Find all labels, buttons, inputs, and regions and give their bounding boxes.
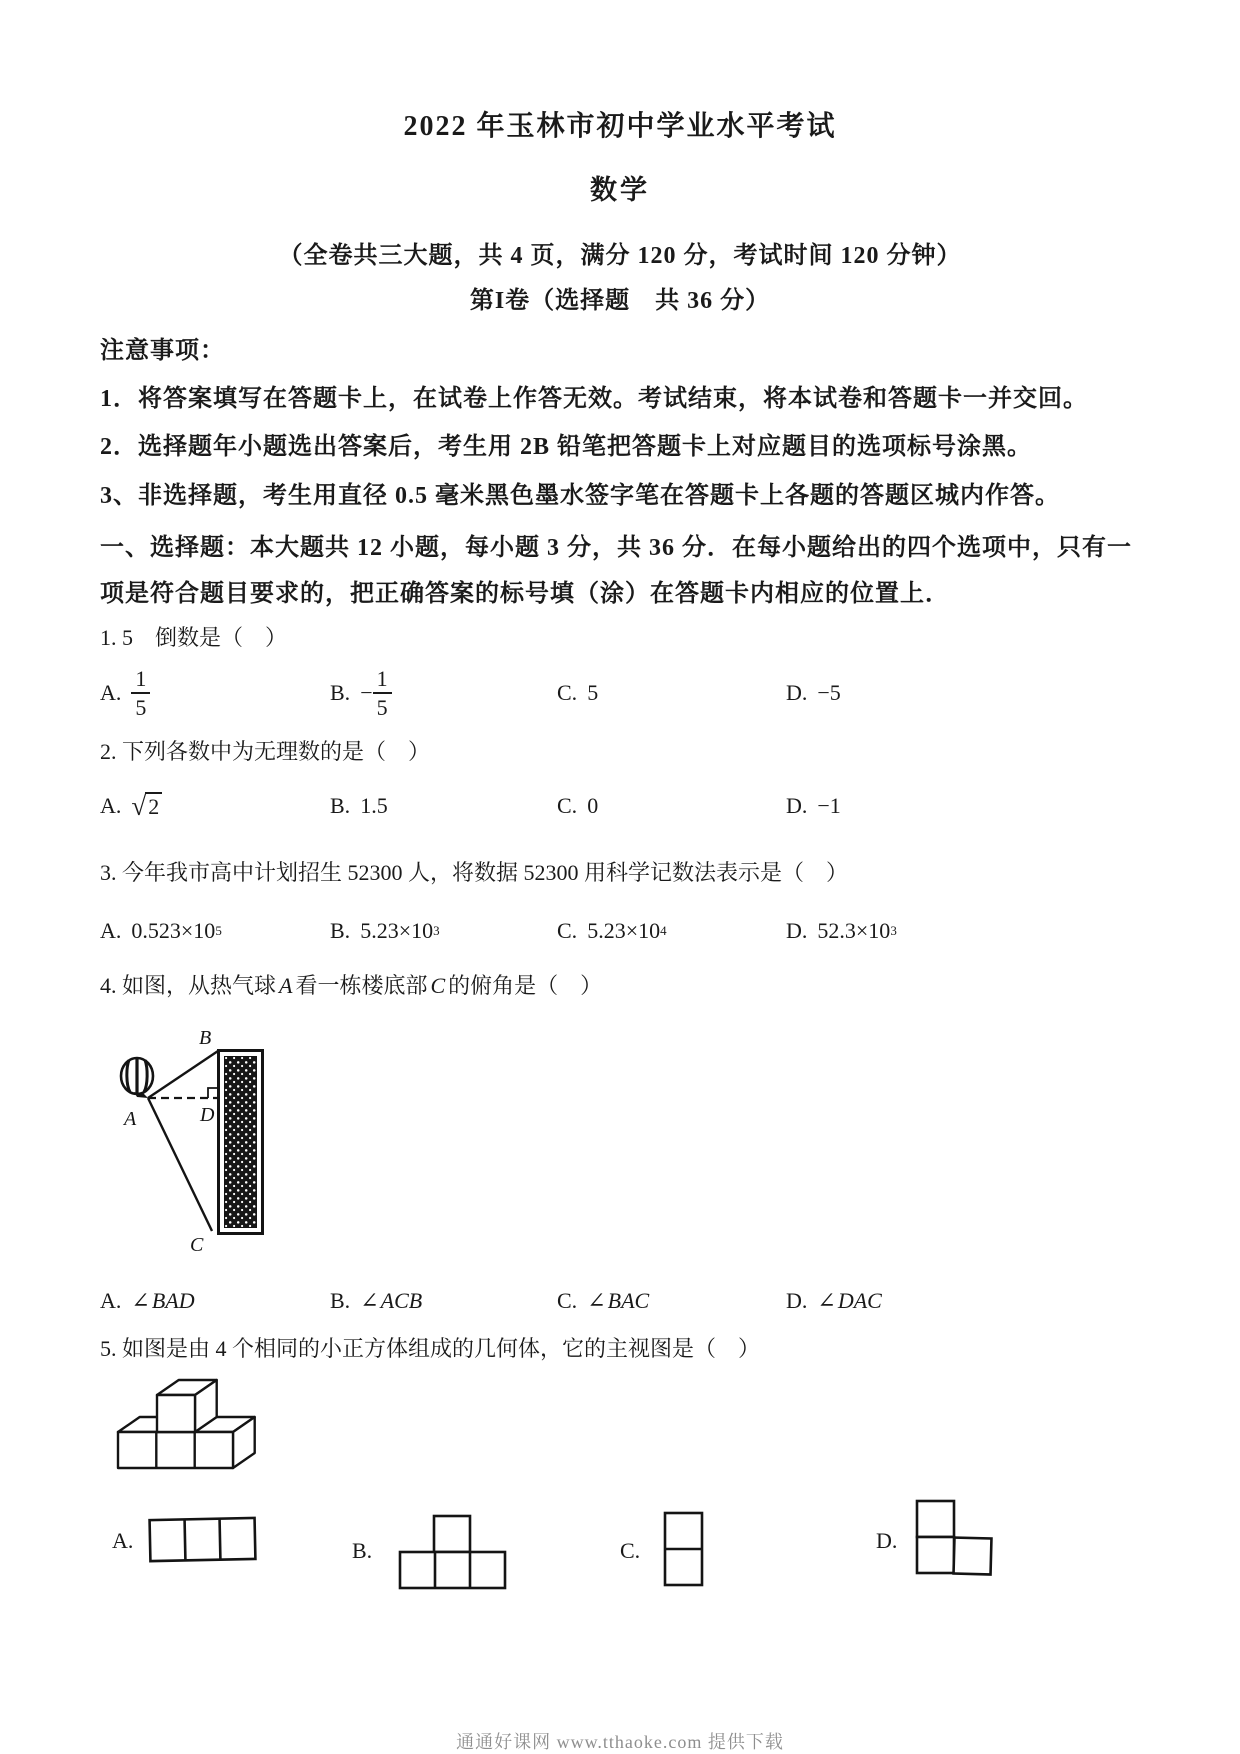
- q3-option-b: B. 5.23×10 3: [330, 918, 440, 943]
- subject-title: 数学: [590, 175, 650, 205]
- notice-line-3: 3、非选择题，考生用直径 0.5 毫米黑色墨水签字笔在答题卡上各题的答题区城内作答。: [100, 483, 1060, 509]
- section-one-line-2: 项是符合题目要求的，把正确答案的标号填（涂）在答题卡内相应的位置上．: [100, 581, 950, 607]
- q5-stem: 5. 如图是由 4 个相同的小正方体组成的几何体，它的主视图是（ ）: [100, 1336, 761, 1361]
- angle-symbol: ∠: [817, 1288, 836, 1313]
- angle-symbol: ∠: [587, 1288, 606, 1313]
- q4-option-c: C. ∠ BAC: [557, 1288, 650, 1313]
- q3-option-d: D. 52.3×10 3: [786, 918, 897, 943]
- fraction: $\frac{1}{5}$: [373, 667, 392, 719]
- balloon-icon: [121, 1058, 153, 1098]
- q3-stem: 3. 今年我市高中计划招生 52300 人，将数据 52300 用科学记数法表示是（ ）: [100, 860, 849, 885]
- q2-option-d: D. −1: [786, 793, 841, 818]
- q3-option-c: C. 5.23×10 4: [557, 918, 667, 943]
- q2-stem: 2. 下列各数中为无理数的是（ ）: [100, 739, 431, 764]
- q5-option-d-shape: [914, 1498, 994, 1578]
- q1-option-c: C. 5: [557, 680, 599, 705]
- q3-option-a: A. 0.523×10 5: [100, 918, 222, 943]
- figure-label-b: B: [199, 1027, 212, 1049]
- q5-option-c-label: C.: [620, 1538, 641, 1563]
- q1-option-a: [100, 664, 150, 722]
- notice-line-1: 1．将答案填写在答题卡上，在试卷上作答无效。考试结束，将本试卷和答题卡一并交回。: [100, 386, 1088, 412]
- angle-symbol: ∠: [360, 1288, 379, 1313]
- section-one-line-1: 一、选择题：本大题共 12 小题，每小题 3 分，共 36 分．在每小题给出的四个选项中，只有一: [100, 535, 1132, 561]
- q4-option-d: D. ∠ DAC: [786, 1288, 882, 1313]
- q1-option-b: [330, 664, 392, 722]
- exam-info: （全卷共三大题，共 4 页，满分 120 分，考试时间 120 分钟）: [278, 243, 962, 269]
- figure-label-a: A: [124, 1108, 137, 1130]
- q5-option-b-label: B.: [352, 1538, 373, 1563]
- q5-option-a-label: A.: [112, 1528, 134, 1553]
- q2-option-c: C. 0: [557, 793, 599, 818]
- notice-line-2: 2．选择题年小题选出答案后，考生用 2B 铅笔把答题卡上对应题目的选项标号涂黑。: [100, 434, 1033, 460]
- q2-option-b: B. 1.5: [330, 793, 388, 818]
- option-label: A.: [100, 680, 122, 705]
- radicand: 2: [145, 792, 162, 820]
- q4-option-b: B. ∠ ACB: [330, 1288, 423, 1313]
- section-title: 第I卷（选择题 共 36 分）: [469, 288, 771, 314]
- fraction: $\frac{1}{5}$: [131, 667, 150, 719]
- q5-solid-figure: [110, 1375, 270, 1475]
- q5-option-d-label: D.: [876, 1528, 898, 1553]
- q2-option-a: A. √ 2: [100, 790, 162, 822]
- figure-label-d: D: [200, 1104, 215, 1126]
- q1-option-d: D. −5: [786, 680, 841, 705]
- q1-stem: 1. 5 倒数是（ ）: [100, 625, 288, 650]
- radical-sign: √: [131, 790, 147, 821]
- q5-option-b-shape: [398, 1512, 510, 1592]
- option-label: B.: [330, 680, 351, 705]
- building-shape: [219, 1051, 263, 1234]
- footer-watermark: 通通好课网 www.tthaoke.com 提供下载: [456, 1732, 784, 1752]
- angle-symbol: ∠: [131, 1288, 150, 1313]
- figure-label-c: C: [190, 1234, 204, 1255]
- q5-option-c-shape: [662, 1510, 706, 1590]
- notice-heading: 注意事项：: [100, 338, 225, 364]
- right-angle-mark: [208, 1088, 218, 1098]
- minus-sign: −: [360, 680, 373, 705]
- q4-option-a: A. ∠ BAD: [100, 1288, 195, 1313]
- q4-figure: [100, 1020, 280, 1255]
- cubes: [118, 1380, 255, 1468]
- page-title: 2022 年玉林市初中学业水平考试: [403, 111, 837, 142]
- q4-stem: 4. 如图，从热气球 A 看一栋楼底部 C 的俯角是（ ）: [100, 973, 603, 998]
- q5-option-a-shape: [148, 1516, 260, 1564]
